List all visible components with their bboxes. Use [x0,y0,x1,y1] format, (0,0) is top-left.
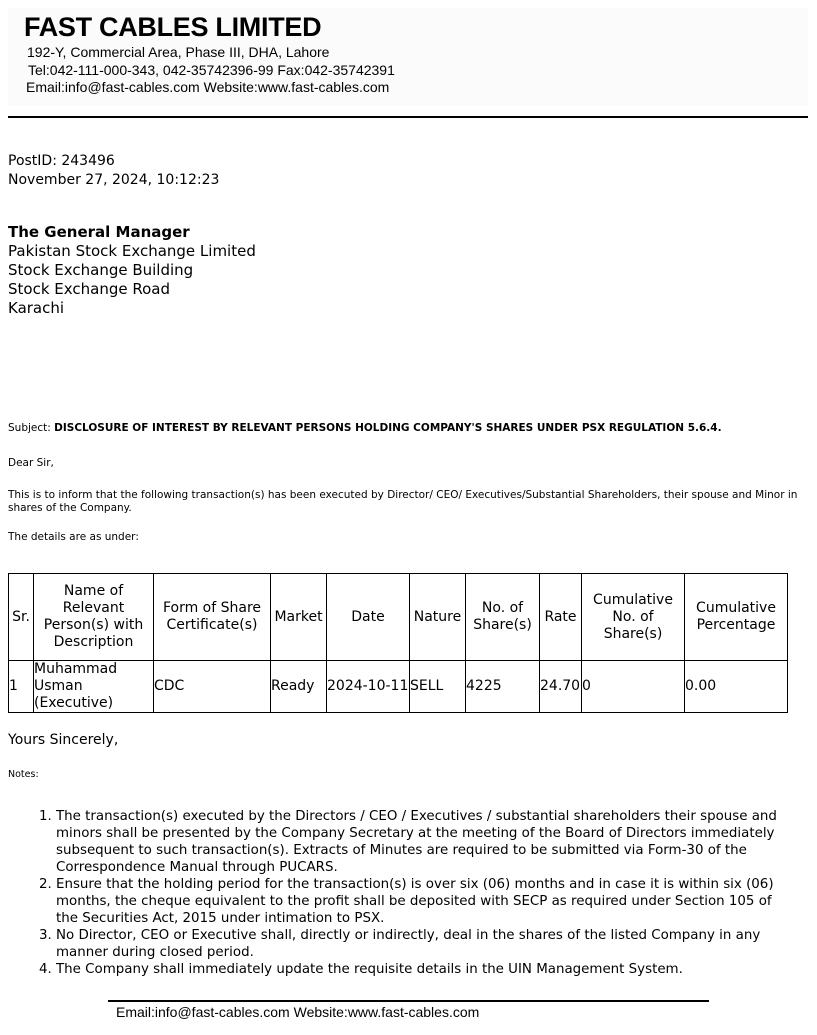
column-header: Cumulative No. of Share(s) [582,574,685,661]
table-cell: CDC [154,661,271,713]
subject-text: DISCLOSURE OF INTEREST BY RELEVANT PERSONS HOLDING COMPANY'S SHARES UNDER PSX REGULATION 5.6.4. [54,422,722,434]
table-cell: SELL [410,661,466,713]
column-header: Name of Relevant Person(s) with Description [34,574,154,661]
header-divider [8,116,808,118]
closing: Yours Sincerely, [8,732,119,748]
recipient-line: Stock Exchange Building [8,261,194,279]
table-cell: 24.70 [540,661,582,713]
footer-contact: Email:info@fast-cables.com Website:www.fast-cables.com [116,1004,480,1020]
transactions-table [8,573,788,713]
company-phone: Tel:042-111-000-343, 042-35742396-99 Fax:042-35742391 [28,62,395,78]
column-header: Rate [540,574,582,661]
column-header: No. of Share(s) [466,574,540,661]
note-item: 2. Ensure that the holding period for the transaction(s) is over six (06) months and in case it is within six (06) months, the cheque equivalent to the profit shall be deposited with SECP as required under Section 105 of the Securities Act, 2015 under intimation to PSX. [56,876,796,927]
column-header: Date [327,574,410,661]
column-header: Market [271,574,327,661]
recipient-line: Karachi [8,299,65,317]
post-datetime: November 27, 2024, 10:12:23 [8,172,220,188]
notes-list [18,808,796,978]
intro-text: This is to inform that the following transaction(s) has been executed by Director/ CEO/ Executives/Substantial Shareholders, their spouse and Minor in shares of the Company. [8,489,798,514]
table-cell: 0 [582,661,685,713]
note-item: 4. The Company shall immediately update the requisite details in the UIN Management System. [56,961,796,978]
table-cell: 1 [9,661,34,713]
column-header: Form of Share Certificate(s) [154,574,271,661]
footer-divider [108,1000,709,1002]
table-header-row [9,574,788,661]
table-row [9,661,788,713]
company-name: FAST CABLES LIMITED [24,12,322,42]
table-cell: 2024-10-11 [327,661,410,713]
column-header: Cumulative Percentage [685,574,788,661]
company-contact: Email:info@fast-cables.com Website:www.fast-cables.com [26,79,390,95]
notes-label: Notes: [8,769,39,780]
column-header: Nature [410,574,466,661]
subject-label: Subject: [8,422,51,434]
recipient-line: Pakistan Stock Exchange Limited [8,242,256,260]
company-address: 192-Y, Commercial Area, Phase III, DHA, Lahore [27,44,330,60]
details-intro: The details are as under: [8,531,139,543]
recipient-title: The General Manager [8,223,190,241]
table-cell: Ready [271,661,327,713]
table-cell: 0.00 [685,661,788,713]
post-id: PostID: 243496 [8,153,115,169]
table-cell: Muhammad Usman (Executive) [34,661,154,713]
column-header: Sr. [9,574,34,661]
salutation: Dear Sir, [8,457,54,469]
recipient-line: Stock Exchange Road [8,280,170,298]
note-item: 1. The transaction(s) executed by the Directors / CEO / Executives / substantial shareholders their spouse and minors shall be presented by the Company Secretary at the meeting of the Board of Directors immediately subsequent to such transaction(s). Extracts of Minutes are required to be submitted via Form-30 of the Correspondence Manual through PUCARS. [56,808,796,876]
subject [8,422,798,435]
note-item: 3. No Director, CEO or Executive shall, directly or indirectly, deal in the shares of the listed Company in any manner during closed period. [56,927,796,961]
letterhead [8,8,808,106]
table-cell: 4225 [466,661,540,713]
